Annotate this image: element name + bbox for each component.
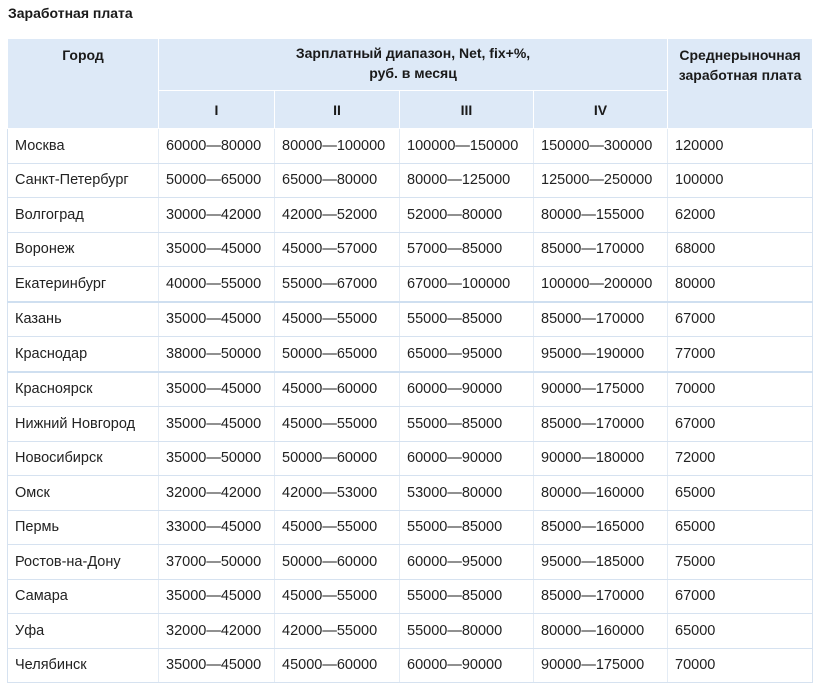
cell-city: Новосибирск [8, 441, 159, 476]
cell-city: Самара [8, 579, 159, 614]
table-row [8, 129, 813, 164]
table-row [8, 476, 813, 511]
cell-range-3: 52000—80000 [400, 198, 534, 233]
table-row [8, 614, 813, 649]
cell-average: 67000 [668, 302, 813, 337]
cell-range-3: 60000—90000 [400, 372, 534, 407]
cell-range-1: 60000—80000 [159, 129, 275, 164]
cell-range-4: 90000—175000 [534, 372, 668, 407]
table-row [8, 232, 813, 267]
cell-range-1: 35000—45000 [159, 648, 275, 683]
cell-range-2: 42000—52000 [275, 198, 400, 233]
cell-city: Казань [8, 302, 159, 337]
cell-range-3: 57000—85000 [400, 232, 534, 267]
cell-range-3: 60000—95000 [400, 545, 534, 580]
table-row [8, 337, 813, 372]
header-grade-3: III [400, 91, 534, 129]
cell-average: 68000 [668, 232, 813, 267]
cell-range-4: 150000—300000 [534, 129, 668, 164]
cell-range-4: 95000—185000 [534, 545, 668, 580]
header-grade-4: IV [534, 91, 668, 129]
header-city: Город [8, 39, 159, 129]
table-row [8, 302, 813, 337]
cell-range-1: 32000—42000 [159, 614, 275, 649]
header-average: Среднерыночная заработная плата [668, 39, 813, 129]
table-row [8, 372, 813, 407]
cell-range-1: 35000—45000 [159, 302, 275, 337]
header-range-unit: руб. в месяц [369, 65, 457, 81]
cell-range-4: 85000—170000 [534, 302, 668, 337]
cell-average: 65000 [668, 476, 813, 511]
cell-range-2: 45000—60000 [275, 648, 400, 683]
cell-range-1: 50000—65000 [159, 163, 275, 198]
cell-range-2: 42000—55000 [275, 614, 400, 649]
header-grade-1: I [159, 91, 275, 129]
cell-range-2: 65000—80000 [275, 163, 400, 198]
cell-average: 70000 [668, 372, 813, 407]
table-header [8, 39, 813, 129]
cell-range-3: 55000—85000 [400, 302, 534, 337]
header-grade-2: II [275, 91, 400, 129]
cell-city: Волгоград [8, 198, 159, 233]
cell-range-2: 45000—55000 [275, 407, 400, 442]
cell-range-2: 45000—55000 [275, 510, 400, 545]
cell-range-4: 85000—170000 [534, 232, 668, 267]
table-row [8, 407, 813, 442]
cell-average: 70000 [668, 648, 813, 683]
cell-range-1: 35000—45000 [159, 232, 275, 267]
cell-average: 67000 [668, 579, 813, 614]
cell-range-2: 45000—55000 [275, 302, 400, 337]
page-title: Заработная плата [8, 5, 133, 21]
cell-range-4: 85000—170000 [534, 407, 668, 442]
cell-range-4: 80000—160000 [534, 614, 668, 649]
cell-city: Санкт-Петербург [8, 163, 159, 198]
table-row [8, 267, 813, 302]
cell-range-3: 55000—85000 [400, 407, 534, 442]
table-row [8, 545, 813, 580]
cell-average: 77000 [668, 337, 813, 372]
cell-range-4: 125000—250000 [534, 163, 668, 198]
cell-range-1: 35000—50000 [159, 441, 275, 476]
table-row [8, 163, 813, 198]
cell-range-4: 90000—180000 [534, 441, 668, 476]
cell-range-2: 50000—60000 [275, 441, 400, 476]
cell-range-1: 32000—42000 [159, 476, 275, 511]
cell-city: Нижний Новгород [8, 407, 159, 442]
header-range [159, 39, 668, 91]
cell-average: 80000 [668, 267, 813, 302]
table-row [8, 648, 813, 683]
cell-range-3: 67000—100000 [400, 267, 534, 302]
cell-city: Уфа [8, 614, 159, 649]
header-range-title: Зарплатный диапазон, Net, fix+%, [295, 45, 531, 61]
cell-range-4: 85000—170000 [534, 579, 668, 614]
cell-range-4: 80000—160000 [534, 476, 668, 511]
cell-range-2: 45000—57000 [275, 232, 400, 267]
cell-range-3: 60000—90000 [400, 648, 534, 683]
cell-range-1: 35000—45000 [159, 372, 275, 407]
table-row [8, 510, 813, 545]
cell-city: Воронеж [8, 232, 159, 267]
cell-range-1: 38000—50000 [159, 337, 275, 372]
cell-range-4: 100000—200000 [534, 267, 668, 302]
cell-range-4: 80000—155000 [534, 198, 668, 233]
table-row [8, 198, 813, 233]
cell-average: 100000 [668, 163, 813, 198]
cell-city: Ростов-на-Дону [8, 545, 159, 580]
cell-average: 65000 [668, 510, 813, 545]
cell-average: 65000 [668, 614, 813, 649]
table-row [8, 441, 813, 476]
cell-average: 67000 [668, 407, 813, 442]
cell-range-2: 45000—60000 [275, 372, 400, 407]
table-body [8, 129, 813, 683]
cell-range-2: 50000—65000 [275, 337, 400, 372]
cell-range-4: 85000—165000 [534, 510, 668, 545]
cell-average: 120000 [668, 129, 813, 164]
cell-city: Челябинск [8, 648, 159, 683]
cell-range-1: 30000—42000 [159, 198, 275, 233]
cell-average: 75000 [668, 545, 813, 580]
cell-city: Красноярск [8, 372, 159, 407]
cell-range-4: 90000—175000 [534, 648, 668, 683]
cell-range-2: 55000—67000 [275, 267, 400, 302]
cell-city: Омск [8, 476, 159, 511]
cell-city: Екатеринбург [8, 267, 159, 302]
cell-range-2: 42000—53000 [275, 476, 400, 511]
cell-city: Пермь [8, 510, 159, 545]
cell-range-3: 65000—95000 [400, 337, 534, 372]
cell-city: Москва [8, 129, 159, 164]
cell-range-1: 33000—45000 [159, 510, 275, 545]
cell-range-1: 35000—45000 [159, 579, 275, 614]
cell-range-3: 53000—80000 [400, 476, 534, 511]
cell-range-2: 80000—100000 [275, 129, 400, 164]
cell-range-3: 80000—125000 [400, 163, 534, 198]
cell-range-3: 55000—85000 [400, 510, 534, 545]
cell-average: 62000 [668, 198, 813, 233]
cell-range-3: 60000—90000 [400, 441, 534, 476]
table-row [8, 579, 813, 614]
cell-range-3: 100000—150000 [400, 129, 534, 164]
cell-range-1: 35000—45000 [159, 407, 275, 442]
cell-range-2: 45000—55000 [275, 579, 400, 614]
cell-range-2: 50000—60000 [275, 545, 400, 580]
cell-city: Краснодар [8, 337, 159, 372]
cell-range-3: 55000—80000 [400, 614, 534, 649]
cell-range-4: 95000—190000 [534, 337, 668, 372]
cell-range-1: 40000—55000 [159, 267, 275, 302]
salary-table [7, 38, 813, 683]
cell-average: 72000 [668, 441, 813, 476]
cell-range-1: 37000—50000 [159, 545, 275, 580]
cell-range-3: 55000—85000 [400, 579, 534, 614]
